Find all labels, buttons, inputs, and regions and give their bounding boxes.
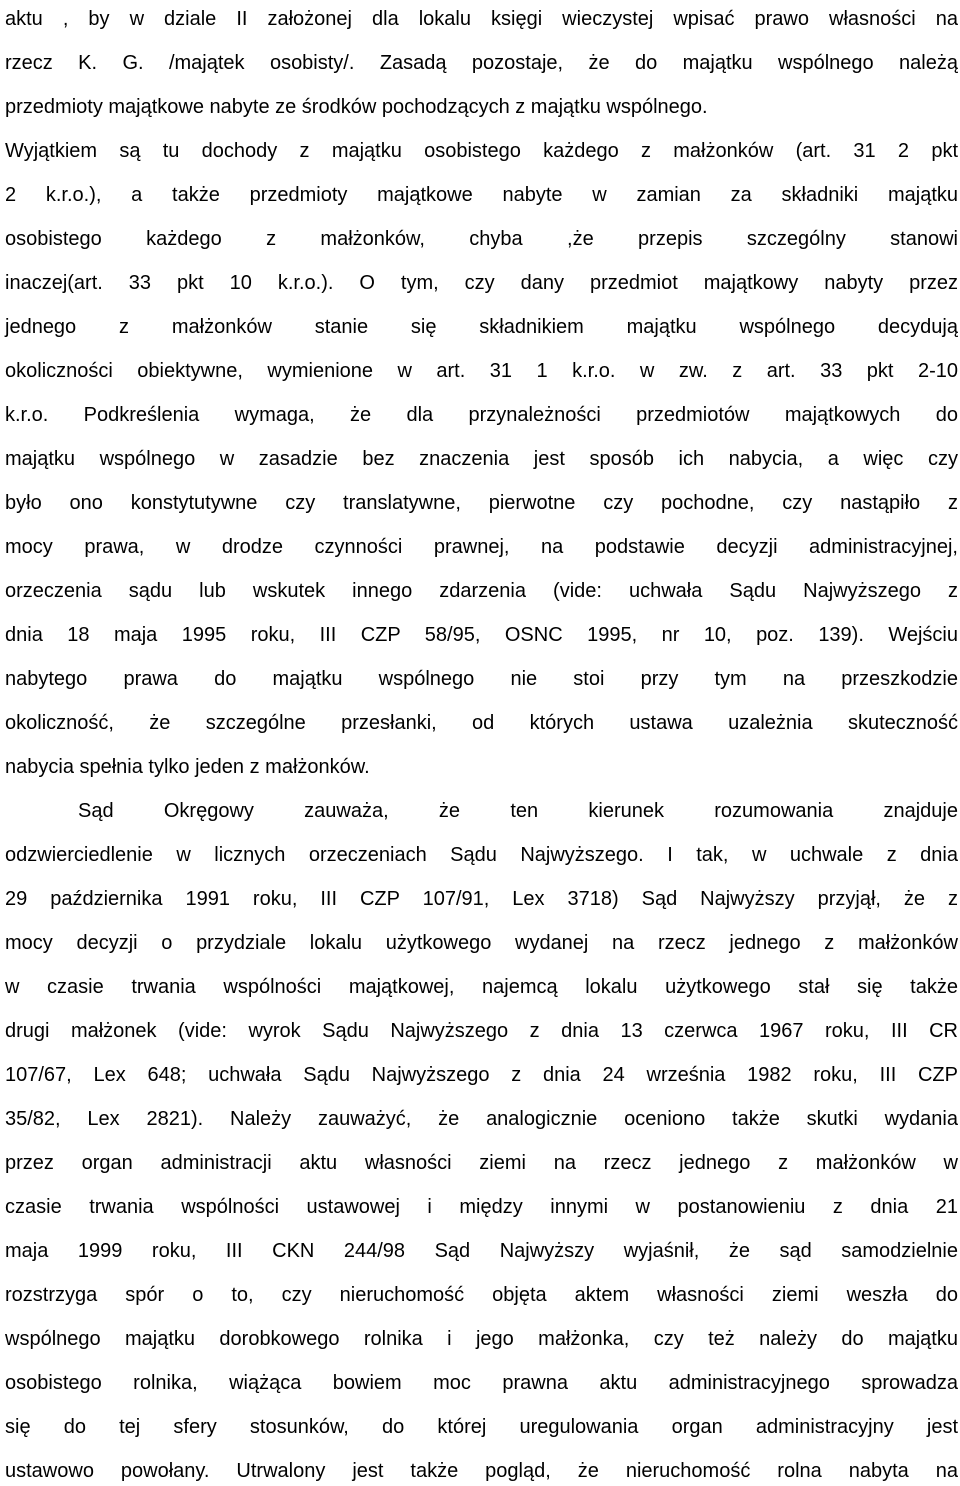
text-line: mocy prawa, w drodze czynności prawnej, na podstawie decyzji administracyjnej, <box>5 536 958 558</box>
text-line: 107/67, Lex 648; uchwała Sądu Najwyższego z dnia 24 września 1982 roku, III CZP <box>5 1064 958 1086</box>
text-line: drugi małżonek (vide: wyrok Sądu Najwyższego z dnia 13 czerwca 1967 roku, III CR <box>5 1020 958 1042</box>
text-line: aktu , by w dziale II założonej dla lokalu księgi wieczystej wpisać prawo własności na <box>5 8 958 30</box>
text-line: osobistego rolnika, wiążąca bowiem moc prawna aktu administracyjnego sprowadza <box>5 1372 958 1394</box>
paragraph-start-line: Sąd Okręgowy zauważa, że ten kierunek rozumowania znajduje <box>78 800 958 822</box>
text-line: odzwierciedlenie w licznych orzeczeniach Sądu Najwyższego. I tak, w uchwale z dnia <box>5 844 958 866</box>
text-line: inaczej(art. 33 pkt 10 k.r.o.). O tym, czy dany przedmiot majątkowy nabyty przez <box>5 272 958 294</box>
text-line: rzecz K. G. /majątek osobisty/. Zasadą pozostaje, że do majątku wspólnego należą <box>5 52 958 74</box>
text-line: nabycia spełnia tylko jeden z małżonków. <box>5 756 370 778</box>
text-line: okoliczność, że szczególne przesłanki, od których ustawa uzależnia skuteczność <box>5 712 958 734</box>
text-line: jednego z małżonków stanie się składnikiem majątku wspólnego decydują <box>5 316 958 338</box>
text-line: 2 k.r.o.), a także przedmioty majątkowe nabyte w zamian za składniki majątku <box>5 184 958 206</box>
text-line: nabytego prawa do majątku wspólnego nie stoi przy tym na przeszkodzie <box>5 668 958 690</box>
text-line: rozstrzyga spór o to, czy nieruchomość objęta aktem własności ziemi weszła do <box>5 1284 958 1306</box>
text-line: k.r.o. Podkreślenia wymaga, że dla przynależności przedmiotów majątkowych do <box>5 404 958 426</box>
text-line: Wyjątkiem są tu dochody z majątku osobistego każdego z małżonków (art. 31 2 pkt <box>5 140 958 162</box>
text-line: 35/82, Lex 2821). Należy zauważyć, że analogicznie oceniono także skutki wydania <box>5 1108 958 1130</box>
text-line: się do tej sfery stosunków, do której uregulowania organ administracyjny jest <box>5 1416 958 1438</box>
text-line: ustawowo powołany. Utrwalony jest także pogląd, że nieruchomość rolna nabyta na <box>5 1460 958 1482</box>
text-line: 29 października 1991 roku, III CZP 107/91, Lex 3718) Sąd Najwyższy przyjął, że z <box>5 888 958 910</box>
text-line: w czasie trwania wspólności majątkowej, najemcą lokalu użytkowego stał się także <box>5 976 958 998</box>
text-line: orzeczenia sądu lub wskutek innego zdarzenia (vide: uchwała Sądu Najwyższego z <box>5 580 958 602</box>
text-line: wspólnego majątku dorobkowego rolnika i jego małżonka, czy też należy do majątku <box>5 1328 958 1350</box>
text-line: okoliczności obiektywne, wymienione w art. 31 1 k.r.o. w zw. z art. 33 pkt 2-10 <box>5 360 958 382</box>
text-line: osobistego każdego z małżonków, chyba ,że przepis szczególny stanowi <box>5 228 958 250</box>
text-line: maja 1999 roku, III CKN 244/98 Sąd Najwyższy wyjaśnił, że sąd samodzielnie <box>5 1240 958 1262</box>
text-line: było ono konstytutywne czy translatywne, pierwotne czy pochodne, czy nastąpiło z <box>5 492 958 514</box>
text-line: majątku wspólnego w zasadzie bez znaczenia jest sposób ich nabycia, a więc czy <box>5 448 958 470</box>
text-line: dnia 18 maja 1995 roku, III CZP 58/95, OSNC 1995, nr 10, poz. 139). Wejściu <box>5 624 958 646</box>
text-line: przez organ administracji aktu własności ziemi na rzecz jednego z małżonków w <box>5 1152 958 1174</box>
text-line: mocy decyzji o przydziale lokalu użytkowego wydanej na rzecz jednego z małżonków <box>5 932 958 954</box>
text-line: czasie trwania wspólności ustawowej i między innymi w postanowieniu z dnia 21 <box>5 1196 958 1218</box>
text-line: przedmioty majątkowe nabyte ze środków pochodzących z majątku wspólnego. <box>5 96 708 118</box>
